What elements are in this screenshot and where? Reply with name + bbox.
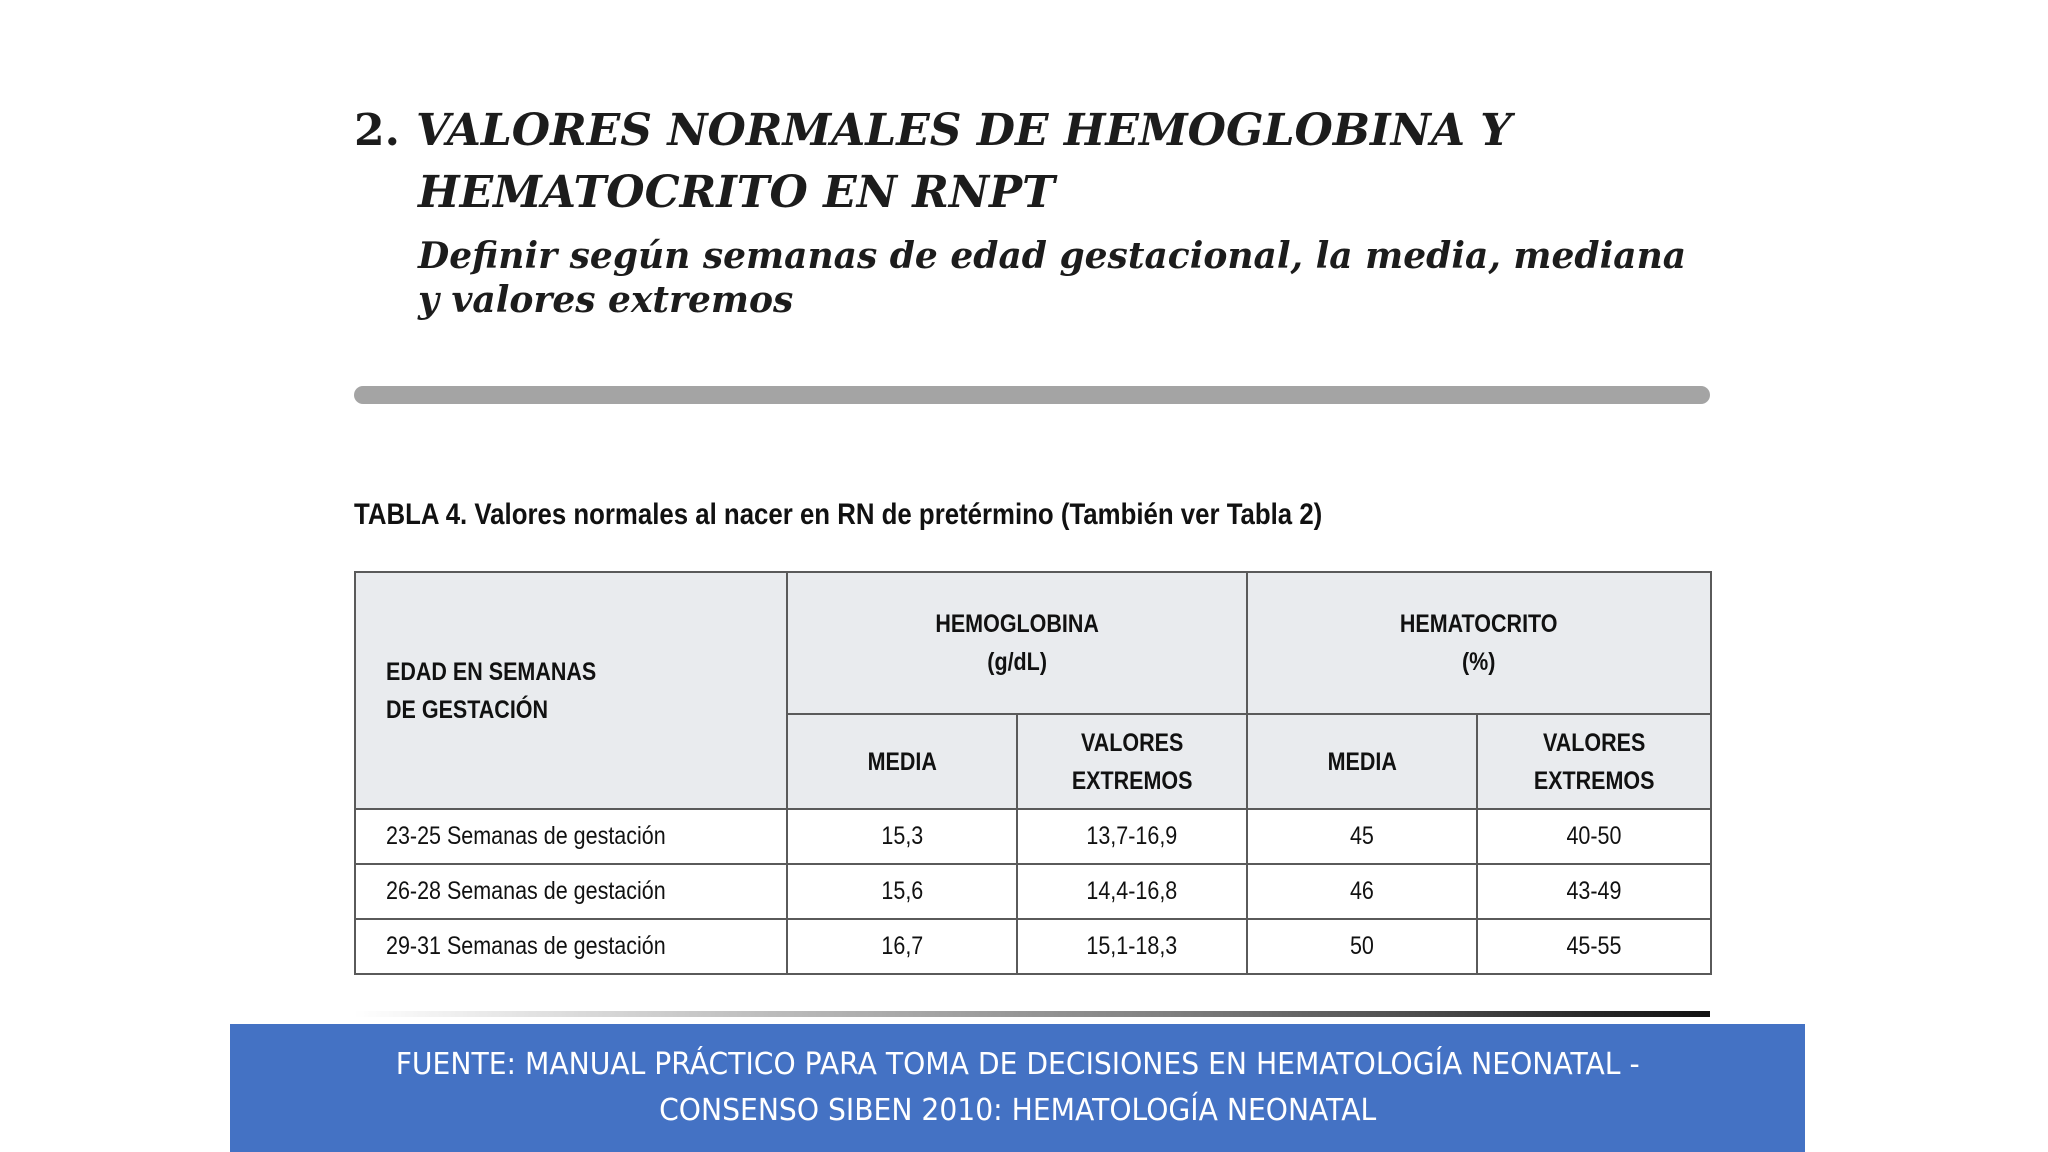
cell-hct-range: 40-50: [1477, 809, 1711, 864]
header-hct-extremes: VALORES EXTREMOS: [1477, 714, 1711, 809]
source-line1: FUENTE: MANUAL PRÁCTICO PARA TOMA DE DECISIONES EN HEMATOLOGÍA NEONATAL -: [395, 1047, 1640, 1082]
section-title-line1: VALORES NORMALES DE HEMOGLOBINA Y: [416, 105, 1512, 156]
section-subtitle-line2: y valores extremos: [418, 279, 794, 321]
cell-hb-range: 13,7-16,9: [1017, 809, 1247, 864]
cell-hb-range: 14,4-16,8: [1017, 864, 1247, 919]
section-subtitle-line1: Definir según semanas de edad gestacional, la media, mediana: [418, 235, 1687, 277]
table-header-row: [355, 572, 1711, 714]
table-row: [355, 864, 1711, 919]
header-hemoglobin-line2: (g/dL): [987, 648, 1047, 676]
section-title: [354, 100, 1754, 224]
gray-divider: [354, 386, 1710, 404]
header-hematocrit-line2: (%): [1462, 648, 1496, 676]
header-hematocrit-line1: HEMATOCRITO: [1400, 610, 1558, 638]
table-row: [355, 919, 1711, 974]
header-hematocrit: [1247, 572, 1711, 714]
source-banner: [230, 1024, 1805, 1152]
header-age-line1: EDAD EN SEMANAS: [386, 657, 597, 686]
section-title-line2: HEMATOCRITO EN RNPT: [418, 167, 1055, 218]
header-hb-media: MEDIA: [787, 714, 1017, 809]
header-age-line2: DE GESTACIÓN: [386, 695, 549, 724]
cell-hct-media: 45: [1247, 809, 1477, 864]
table-row: [355, 809, 1711, 864]
cell-hct-range: 43-49: [1477, 864, 1711, 919]
section-subtitle: [418, 234, 1718, 322]
header-hemoglobin-line1: HEMOGLOBINA: [935, 610, 1099, 638]
cell-hb-media: 16,7: [787, 919, 1017, 974]
source-text: [396, 1042, 1640, 1134]
cell-hb-media: 15,3: [787, 809, 1017, 864]
cell-age: 23-25 Semanas de gestación: [355, 809, 787, 864]
header-age: [355, 572, 787, 809]
cell-hct-range: 45-55: [1477, 919, 1711, 974]
source-line2: CONSENSO SIBEN 2010: HEMATOLOGÍA NEONATAL: [658, 1093, 1377, 1128]
cell-hb-range: 15,1-18,3: [1017, 919, 1247, 974]
table-caption: TABLA 4. Valores normales al nacer en RN de pretérmino (También ver Tabla 2): [354, 498, 1323, 531]
cell-age: 26-28 Semanas de gestación: [355, 864, 787, 919]
gradient-divider: [354, 1011, 1710, 1017]
section-number: 2.: [354, 105, 400, 156]
cell-age: 29-31 Semanas de gestación: [355, 919, 787, 974]
cell-hb-media: 15,6: [787, 864, 1017, 919]
header-hb-extremes: VALORES EXTREMOS: [1017, 714, 1247, 809]
cell-hct-media: 46: [1247, 864, 1477, 919]
header-hct-media: MEDIA: [1247, 714, 1477, 809]
header-hemoglobin: [787, 572, 1247, 714]
values-table: [354, 571, 1712, 975]
cell-hct-media: 50: [1247, 919, 1477, 974]
